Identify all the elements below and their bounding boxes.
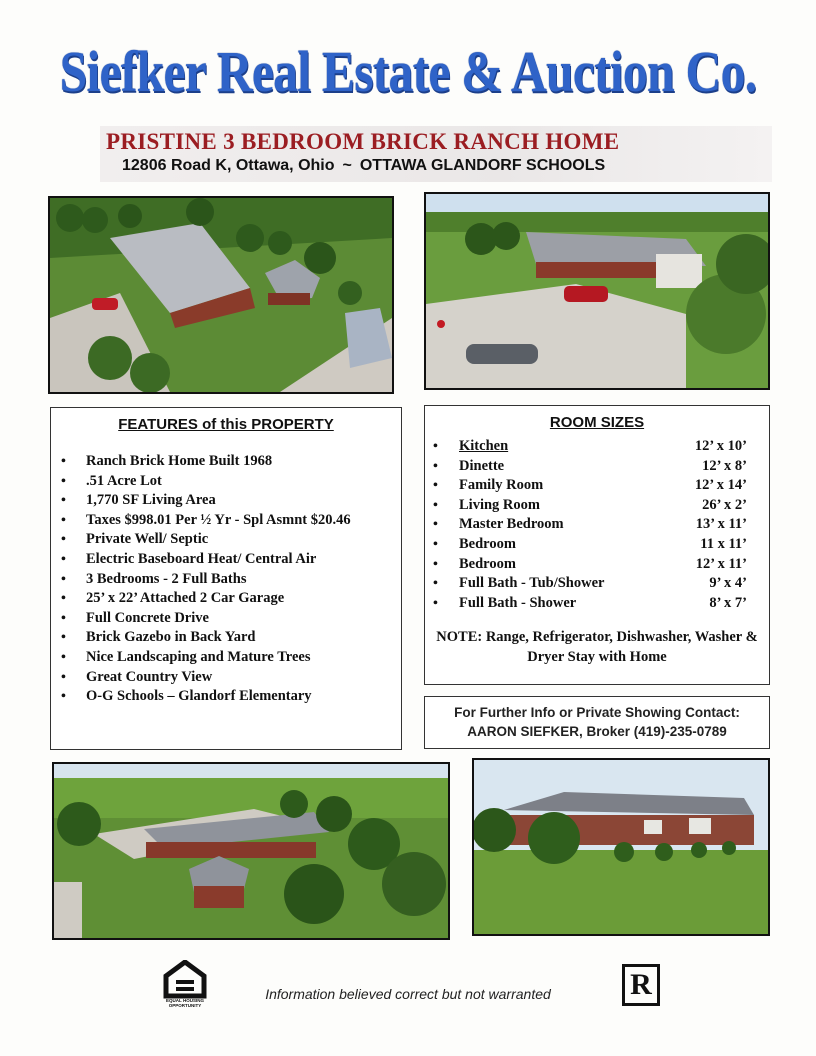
table-row: • Dinette 12’ x 8’ xyxy=(425,457,769,477)
disclaimer: Information believed correct but not warranted xyxy=(265,986,551,1002)
room-name: Family Room xyxy=(459,477,544,494)
list-item: • O-G Schools – Glandorf Elementary xyxy=(51,687,401,707)
list-item: • 1,770 SF Living Area xyxy=(51,491,401,511)
address-line xyxy=(122,157,762,175)
table-row: • Family Room 12’ x 14’ xyxy=(425,476,769,496)
photo-aerial-rear xyxy=(52,762,450,940)
contact-box xyxy=(424,696,770,749)
list-item: • Taxes $998.01 Per ½ Yr - Spl Asmnt $20.46 xyxy=(51,511,401,531)
features-box xyxy=(50,407,402,750)
room-name: Bedroom xyxy=(459,555,516,572)
room-size: 9’ x 4’ xyxy=(709,575,747,592)
list-item: • Ranch Brick Home Built 1968 xyxy=(51,452,401,472)
room-name: Master Bedroom xyxy=(459,516,564,533)
room-size: 12’ x 8’ xyxy=(702,457,747,474)
equal-housing-text: EQUAL HOUSING OPPORTUNITY xyxy=(166,998,204,1008)
list-item: • Full Concrete Drive xyxy=(51,609,401,629)
list-item: • Nice Landscaping and Mature Trees xyxy=(51,648,401,668)
list-item: • Brick Gazebo in Back Yard xyxy=(51,628,401,648)
list-item: • Private Well/ Septic xyxy=(51,530,401,550)
room-size: 12’ x 10’ xyxy=(694,438,747,454)
room-size: 12’ x 14’ xyxy=(694,477,747,494)
table-row: • Full Bath - Shower 8’ x 7’ xyxy=(425,594,769,614)
realtor-icon: R xyxy=(622,964,660,1006)
listing-headline: PRISTINE 3 BEDROOM BRICK RANCH HOME xyxy=(106,129,620,154)
table-row: • Bedroom 12’ x 11’ xyxy=(425,555,769,575)
table-row: • Full Bath - Tub/Shower 9’ x 4’ xyxy=(425,574,769,594)
room-name: Living Room xyxy=(459,496,540,513)
room-name: Full Bath - Shower xyxy=(459,594,577,611)
room-name: Kitchen xyxy=(459,438,509,454)
realtor-logo xyxy=(620,962,666,1010)
address-separator: ~ xyxy=(342,157,352,174)
photo-front-driveway xyxy=(424,192,770,390)
schools-line: OTTAWA GLANDORF SCHOOLS xyxy=(359,157,606,174)
list-item: • .51 Acre Lot xyxy=(51,472,401,492)
room-size: 8’ x 7’ xyxy=(709,594,747,611)
list-item: • Electric Baseboard Heat/ Central Air xyxy=(51,550,401,570)
list-item: • 3 Bedrooms - 2 Full Baths xyxy=(51,570,401,590)
table-row: • Kitchen 12’ x 10’ xyxy=(425,437,769,457)
photo-side-view xyxy=(472,758,770,936)
table-row: • Living Room 26’ x 2’ xyxy=(425,496,769,516)
room-name: Dinette xyxy=(459,457,505,474)
contact-info xyxy=(425,697,769,741)
room-name: Bedroom xyxy=(459,535,516,552)
list-item: • 25’ x 22’ Attached 2 Car Garage xyxy=(51,589,401,609)
room-name: Full Bath - Tub/Shower xyxy=(459,575,605,592)
equal-housing-logo xyxy=(162,960,208,1010)
list-item: • Great Country View xyxy=(51,668,401,688)
room-sizes-title: ROOM SIZES xyxy=(549,414,645,431)
room-sizes-list xyxy=(425,437,769,613)
contact-line-1: For Further Info or Private Showing Contact: xyxy=(454,705,740,720)
table-row: • Bedroom 11 x 11’ xyxy=(425,535,769,555)
room-size: 12’ x 11’ xyxy=(695,555,747,572)
room-size: 26’ x 2’ xyxy=(702,496,747,513)
address: 12806 Road K, Ottawa, Ohio xyxy=(122,157,335,174)
features-title: FEATURES of this PROPERTY xyxy=(118,416,334,433)
features-list xyxy=(51,452,401,707)
appliances-note: NOTE: Range, Refrigerator, Dishwasher, Washer & Dryer Stay with Home xyxy=(436,629,758,666)
contact-line-2: AARON SIEFKER, Broker (419)-235-0789 xyxy=(467,724,727,739)
company-name: Siefker Real Estate & Auction Co. xyxy=(59,39,757,104)
room-size: 11 x 11’ xyxy=(700,535,747,552)
room-size: 13’ x 11’ xyxy=(695,516,747,533)
room-sizes-box xyxy=(424,405,770,685)
photo-aerial-house-gazebo xyxy=(48,196,394,394)
table-row: • Master Bedroom 13’ x 11’ xyxy=(425,515,769,535)
